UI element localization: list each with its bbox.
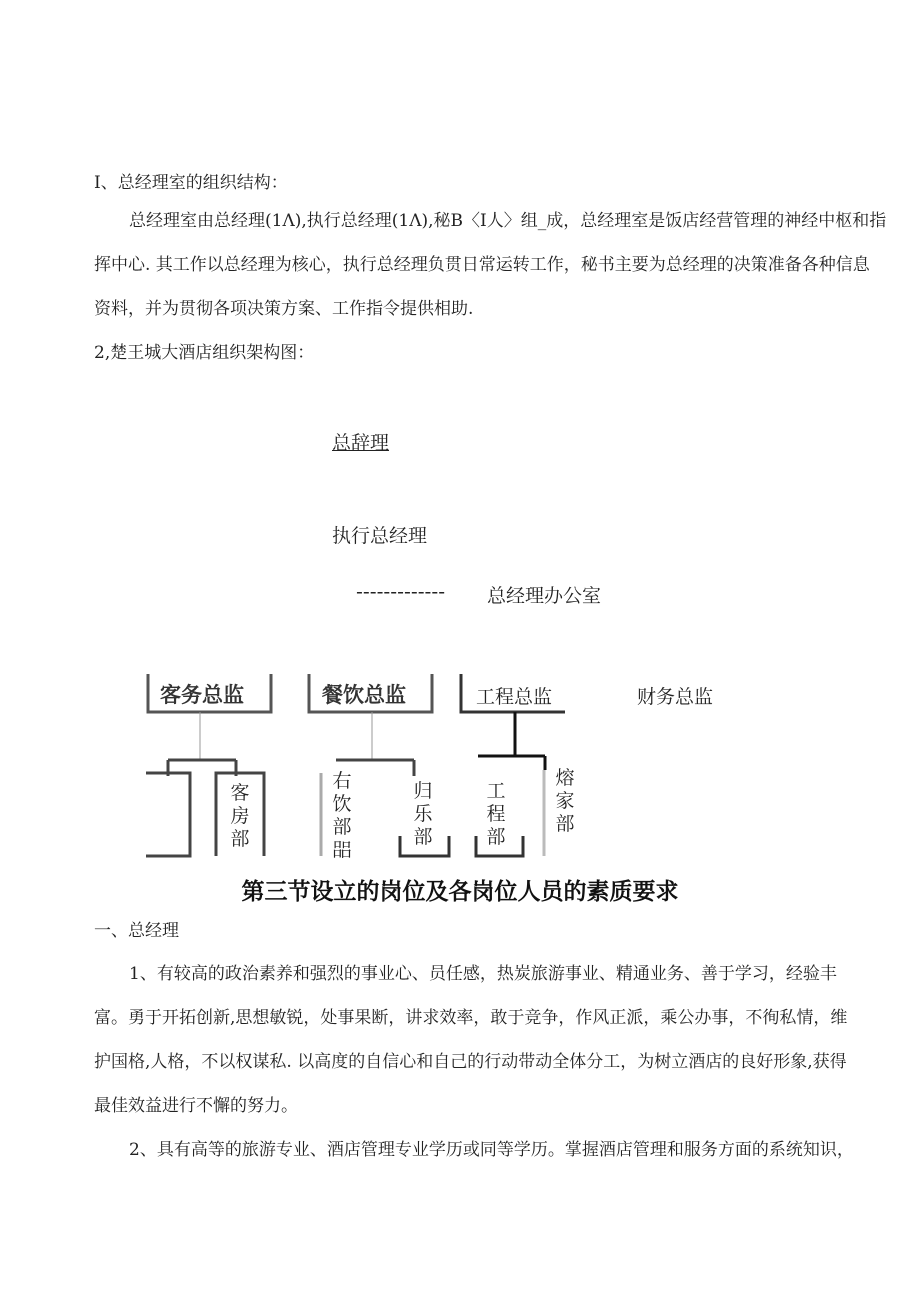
director-guest: 客务总监 (160, 682, 244, 707)
director-engineering: 工程总监 (476, 686, 553, 708)
director-fnb: 餐饮总监 (322, 682, 406, 707)
dept-entertainment: 归乐部 (413, 780, 433, 848)
section1-title: I、总经理室的组织结构： (94, 173, 288, 193)
dept-fnb: 右饮部㗊 (332, 770, 352, 861)
item1-line3: 护国格,人格，不以权谋私. 以高度的自信心和自己的行动带动全体分工，为树立酒店的良好形象,获得 (94, 1052, 847, 1072)
item1-line1: 1、有较高的政治素养和强烈的事业心、员任感，热炭旅游事业、精通业务、善于学习，经验丰 (129, 964, 837, 984)
director-finance: 财务总监 (637, 686, 714, 708)
dept-room: 客房部 (230, 782, 250, 850)
section1-para-line2: 挥中心. 其工作以总经理为核心，执行总经理负贯日常运转工作，秘书主要为总经理的决策准备各种信息 (94, 255, 870, 275)
dept-housekeeping: 熔家部 (555, 767, 575, 835)
org-executive-gm: 执行总经理 (332, 525, 428, 547)
item1-line2: 富。勇于开拓创新,思想敏锐，处事果断，讲求效率，敢于竞争，作风正派，乘公办事，不徇私情，维 (94, 1008, 848, 1028)
org-office-connector: ------------- (356, 581, 446, 603)
section1-para-line3: 资料，并为贯彻各项决策方案、工作指令提供相助. (94, 299, 474, 319)
section3-heading: 第三节设立的岗位及各岗位人员的素质要求 (241, 879, 679, 905)
section2-title: 2,楚王城大酒店组织架构图： (94, 343, 315, 363)
box-department-blank (146, 773, 190, 856)
org-top-general-manager: 总辞理 (332, 432, 390, 454)
item2-line1: 2、具有高等的旅游专业、酒店管理专业学历或同等学历。掌握酒店管理和服务方面的系统知识， (129, 1140, 854, 1160)
section3-sub1: 一、总经理 (94, 921, 179, 941)
dept-engineering: 工程部 (486, 780, 506, 848)
section1-para-line1: 总经理室由总经理(1Λ),执行总经理(1Λ),秘B〈I人〉组_成，总经理室是饭店经营管理的神经中枢和指 (129, 211, 887, 231)
org-gm-office: 总经理办公室 (487, 585, 602, 607)
item1-line4: 最佳效益进行不懈的努力。 (94, 1096, 298, 1116)
